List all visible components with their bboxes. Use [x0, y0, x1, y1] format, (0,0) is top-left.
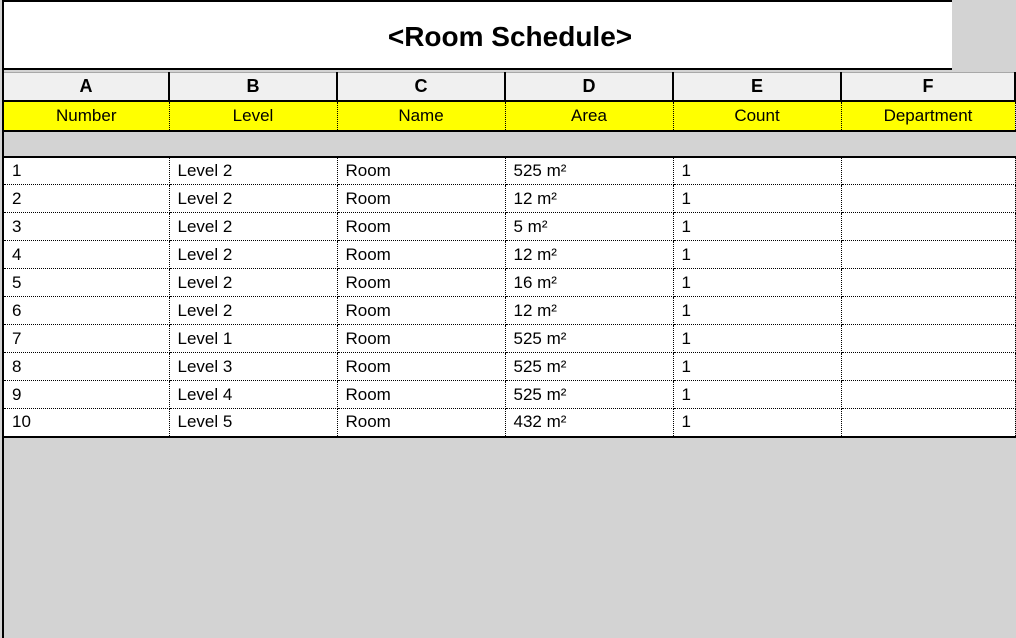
spacer-cell: [169, 131, 337, 157]
cell-name[interactable]: Room: [337, 325, 505, 353]
cell-name[interactable]: Room: [337, 297, 505, 325]
cell-name[interactable]: Room: [337, 241, 505, 269]
header-department[interactable]: Department: [841, 101, 1015, 131]
cell-name[interactable]: Room: [337, 157, 505, 185]
cell-area[interactable]: 525 m²: [505, 157, 673, 185]
cell-number[interactable]: 8: [3, 353, 169, 381]
column-letter-c[interactable]: C: [337, 73, 505, 101]
table-row: [3, 241, 1015, 269]
table-row: [3, 269, 1015, 297]
header-row: [3, 101, 1015, 131]
spacer-cell: [673, 131, 841, 157]
cell-number[interactable]: 10: [3, 409, 169, 437]
cell-department[interactable]: [841, 269, 1015, 297]
cell-level[interactable]: Level 2: [169, 269, 337, 297]
cell-name[interactable]: Room: [337, 213, 505, 241]
header-count[interactable]: Count: [673, 101, 841, 131]
column-letter-row: [3, 73, 1015, 101]
cell-area[interactable]: 12 m²: [505, 297, 673, 325]
table-row: [3, 185, 1015, 213]
cell-number[interactable]: 3: [3, 213, 169, 241]
schedule-title-bar[interactable]: [2, 0, 952, 70]
cell-department[interactable]: [841, 213, 1015, 241]
header-level[interactable]: Level: [169, 101, 337, 131]
cell-area[interactable]: 525 m²: [505, 325, 673, 353]
header-area[interactable]: Area: [505, 101, 673, 131]
cell-name[interactable]: Room: [337, 409, 505, 437]
cell-department[interactable]: [841, 325, 1015, 353]
cell-count[interactable]: 1: [673, 381, 841, 409]
column-letter-a[interactable]: A: [3, 73, 169, 101]
group-spacer-row: [3, 131, 1015, 157]
cell-department[interactable]: [841, 353, 1015, 381]
cell-level[interactable]: Level 3: [169, 353, 337, 381]
table-row: [3, 297, 1015, 325]
table-row: [3, 213, 1015, 241]
cell-number[interactable]: 7: [3, 325, 169, 353]
spacer-cell: [337, 131, 505, 157]
column-letter-e[interactable]: E: [673, 73, 841, 101]
cell-level[interactable]: Level 2: [169, 297, 337, 325]
table-row: [3, 381, 1015, 409]
cell-count[interactable]: 1: [673, 409, 841, 437]
cell-count[interactable]: 1: [673, 241, 841, 269]
cell-level[interactable]: Level 2: [169, 213, 337, 241]
cell-area[interactable]: 16 m²: [505, 269, 673, 297]
cell-department[interactable]: [841, 381, 1015, 409]
header-name[interactable]: Name: [337, 101, 505, 131]
cell-department[interactable]: [841, 241, 1015, 269]
cell-department[interactable]: [841, 185, 1015, 213]
cell-level[interactable]: Level 5: [169, 409, 337, 437]
cell-level[interactable]: Level 2: [169, 157, 337, 185]
cell-level[interactable]: Level 2: [169, 241, 337, 269]
cell-number[interactable]: 6: [3, 297, 169, 325]
header-number[interactable]: Number: [3, 101, 169, 131]
table-row: [3, 353, 1015, 381]
cell-name[interactable]: Room: [337, 381, 505, 409]
table-row: [3, 325, 1015, 353]
schedule-table: [2, 72, 1016, 438]
cell-department[interactable]: [841, 409, 1015, 437]
table-row: [3, 157, 1015, 185]
cell-number[interactable]: 9: [3, 381, 169, 409]
spacer-cell: [3, 131, 169, 157]
column-letter-d[interactable]: D: [505, 73, 673, 101]
table-row: [3, 409, 1015, 437]
cell-area[interactable]: 432 m²: [505, 409, 673, 437]
spacer-cell: [841, 131, 1015, 157]
column-letter-f[interactable]: F: [841, 73, 1015, 101]
cell-level[interactable]: Level 2: [169, 185, 337, 213]
cell-area[interactable]: 525 m²: [505, 381, 673, 409]
cell-name[interactable]: Room: [337, 269, 505, 297]
cell-area[interactable]: 5 m²: [505, 213, 673, 241]
cell-number[interactable]: 4: [3, 241, 169, 269]
cell-number[interactable]: 5: [3, 269, 169, 297]
cell-count[interactable]: 1: [673, 325, 841, 353]
cell-area[interactable]: 525 m²: [505, 353, 673, 381]
cell-count[interactable]: 1: [673, 213, 841, 241]
cell-count[interactable]: 1: [673, 353, 841, 381]
cell-count[interactable]: 1: [673, 297, 841, 325]
cell-count[interactable]: 1: [673, 269, 841, 297]
column-letter-b[interactable]: B: [169, 73, 337, 101]
cell-area[interactable]: 12 m²: [505, 241, 673, 269]
cell-department[interactable]: [841, 297, 1015, 325]
cell-level[interactable]: Level 4: [169, 381, 337, 409]
spacer-cell: [505, 131, 673, 157]
cell-number[interactable]: 1: [3, 157, 169, 185]
cell-department[interactable]: [841, 157, 1015, 185]
cell-level[interactable]: Level 1: [169, 325, 337, 353]
cell-count[interactable]: 1: [673, 157, 841, 185]
cell-count[interactable]: 1: [673, 185, 841, 213]
cell-area[interactable]: 12 m²: [505, 185, 673, 213]
cell-name[interactable]: Room: [337, 185, 505, 213]
cell-number[interactable]: 2: [3, 185, 169, 213]
schedule-title: <Room Schedule>: [387, 21, 633, 52]
cell-name[interactable]: Room: [337, 353, 505, 381]
